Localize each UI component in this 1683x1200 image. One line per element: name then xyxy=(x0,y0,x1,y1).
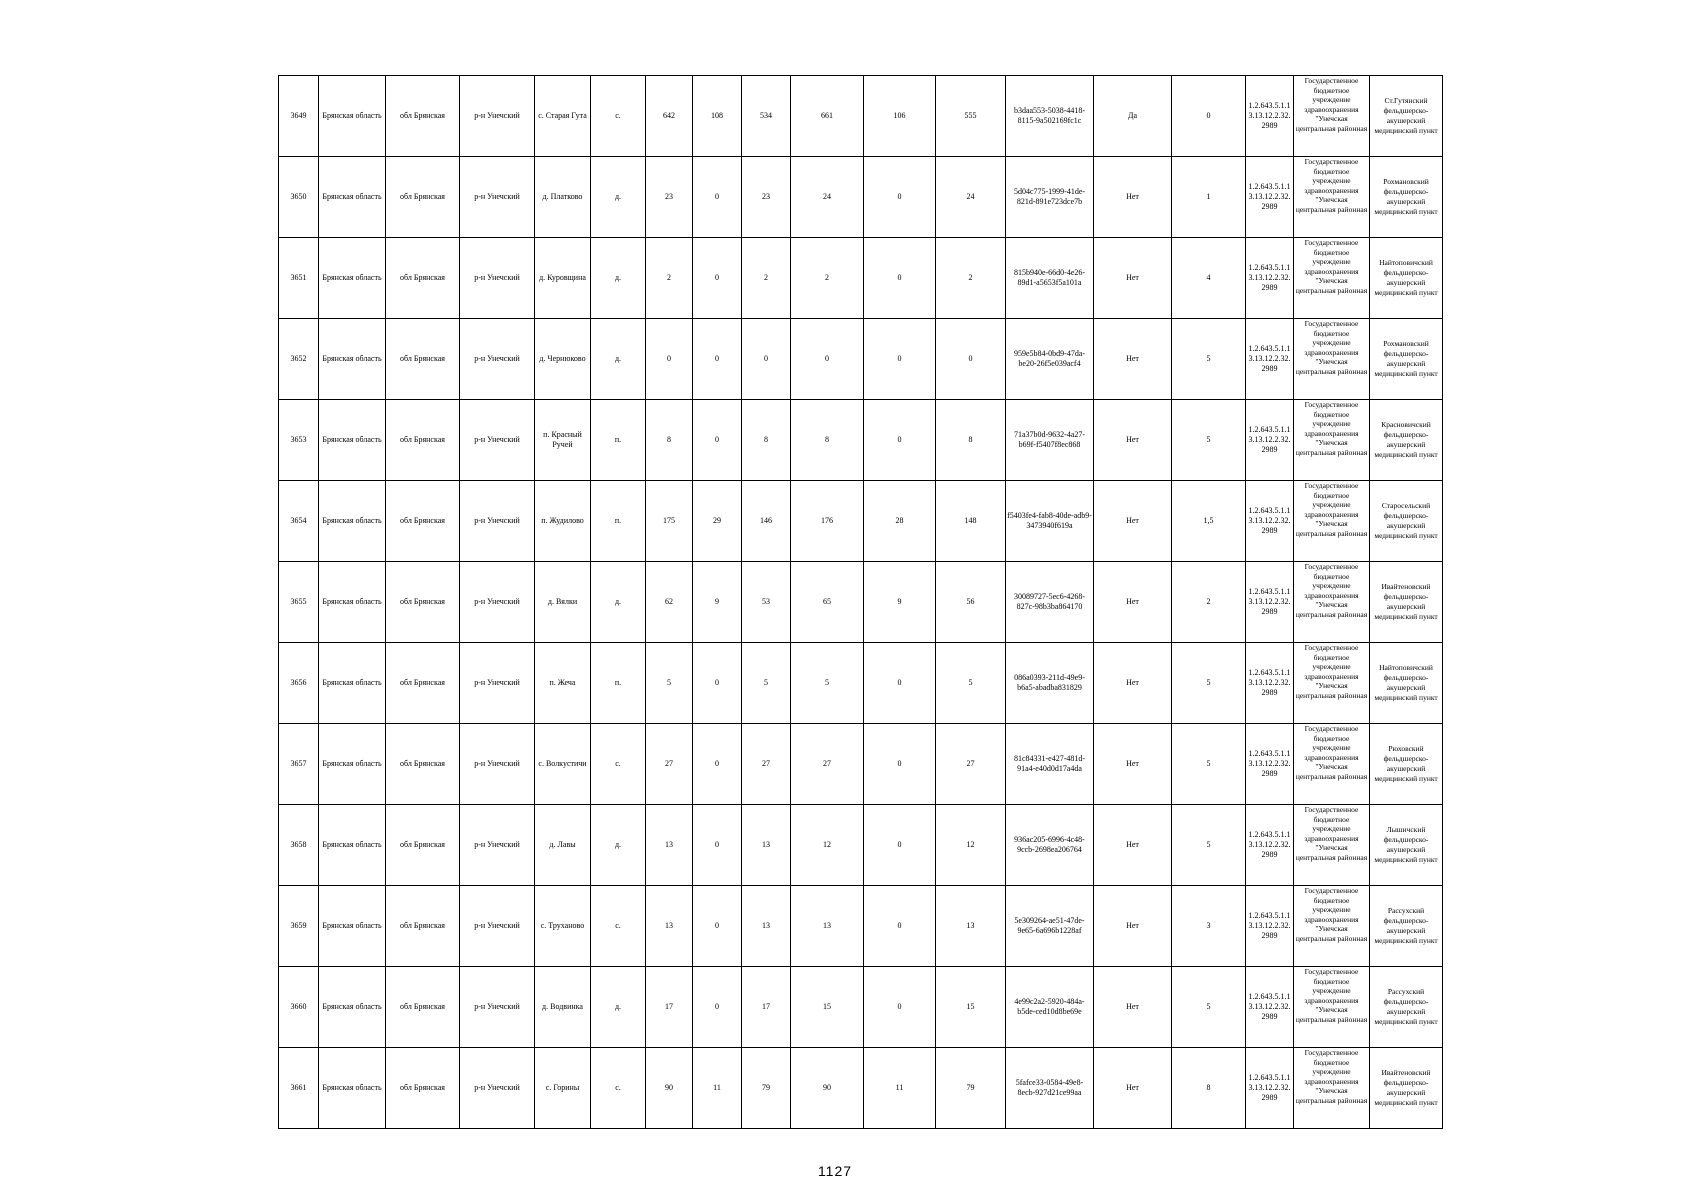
region-cell: Брянская область xyxy=(319,76,386,157)
organization-name-cell: Государственное бюджетное учреждение здравоохранения "Унечская центральная районная xyxy=(1294,1048,1370,1129)
page-number: 1127 xyxy=(817,1163,853,1179)
region-short-cell: обл Брянская xyxy=(386,1048,460,1129)
organization-oid-cell: 1.2.643.5.1.13.13.12.2.32.2989 xyxy=(1246,562,1294,643)
population-children-cell: 9 xyxy=(693,562,742,643)
population-adults-2-cell: 24 xyxy=(936,157,1006,238)
population-total-2-cell: 8 xyxy=(791,400,864,481)
table-row xyxy=(279,481,1443,562)
table-row xyxy=(279,319,1443,400)
population-total-2-cell: 13 xyxy=(791,886,864,967)
row-id-cell: 3660 xyxy=(279,967,319,1048)
table-row xyxy=(279,724,1443,805)
row-id-cell: 3656 xyxy=(279,643,319,724)
population-adults-2-cell: 555 xyxy=(936,76,1006,157)
population-children-2-cell: 9 xyxy=(864,562,936,643)
medical-point-cell: Лышичский фельдшерско-акушерский медицинский пункт xyxy=(1370,805,1443,886)
population-children-2-cell: 106 xyxy=(864,76,936,157)
organization-name-cell: Государственное бюджетное учреждение здравоохранения "Унечская центральная районная xyxy=(1294,643,1370,724)
district-cell: р-н Унечский xyxy=(460,1048,535,1129)
table-row xyxy=(279,1048,1443,1129)
organization-oid-cell: 1.2.643.5.1.13.13.12.2.32.2989 xyxy=(1246,967,1294,1048)
settlement-type-cell: п. xyxy=(591,643,646,724)
region-cell: Брянская область xyxy=(319,238,386,319)
population-total-cell: 175 xyxy=(646,481,693,562)
flag-cell: Нет xyxy=(1094,967,1172,1048)
population-children-cell: 0 xyxy=(693,724,742,805)
settlement-cell: д. Платково xyxy=(535,157,591,238)
settlement-type-cell: д. xyxy=(591,562,646,643)
medical-point-cell: Ст.Гутянский фельдшерско-акушерский медицинский пункт xyxy=(1370,76,1443,157)
population-adults-2-cell: 15 xyxy=(936,967,1006,1048)
population-children-cell: 108 xyxy=(693,76,742,157)
population-adults-2-cell: 148 xyxy=(936,481,1006,562)
population-total-cell: 62 xyxy=(646,562,693,643)
district-cell: р-н Унечский xyxy=(460,238,535,319)
fias-guid-cell: 30089727-5ec6-4268-827c-98b3ba864170 xyxy=(1006,562,1094,643)
row-id-cell: 3654 xyxy=(279,481,319,562)
medical-point-cell: Рохмановский фельдшерско-акушерский медицинский пункт xyxy=(1370,157,1443,238)
fias-guid-cell: 959e5b84-0bd9-47da-be20-26f5e039acf4 xyxy=(1006,319,1094,400)
fias-guid-cell: 5d04c775-1999-41de-821d-891e723dce7b xyxy=(1006,157,1094,238)
distance-cell: 5 xyxy=(1172,319,1246,400)
population-total-cell: 642 xyxy=(646,76,693,157)
row-id-cell: 3659 xyxy=(279,886,319,967)
population-total-2-cell: 90 xyxy=(791,1048,864,1129)
settlements-table xyxy=(278,75,1443,1129)
row-id-cell: 3657 xyxy=(279,724,319,805)
organization-oid-cell: 1.2.643.5.1.13.13.12.2.32.2989 xyxy=(1246,481,1294,562)
population-adults-2-cell: 13 xyxy=(936,886,1006,967)
district-cell: р-н Унечский xyxy=(460,562,535,643)
population-adults-2-cell: 5 xyxy=(936,643,1006,724)
medical-point-cell: Старосельский фельдшерско-акушерский медицинский пункт xyxy=(1370,481,1443,562)
organization-name-cell: Государственное бюджетное учреждение здравоохранения "Унечская центральная районная xyxy=(1294,400,1370,481)
district-cell: р-н Унечский xyxy=(460,319,535,400)
settlement-type-cell: п. xyxy=(591,400,646,481)
distance-cell: 2 xyxy=(1172,562,1246,643)
region-cell: Брянская область xyxy=(319,1048,386,1129)
region-cell: Брянская область xyxy=(319,724,386,805)
row-id-cell: 3650 xyxy=(279,157,319,238)
population-total-cell: 13 xyxy=(646,805,693,886)
region-short-cell: обл Брянская xyxy=(386,886,460,967)
fias-guid-cell: f5403fe4-fab8-40de-adb9-3473940f619a xyxy=(1006,481,1094,562)
organization-name-cell: Государственное бюджетное учреждение здравоохранения "Унечская центральная районная xyxy=(1294,481,1370,562)
population-adults-cell: 17 xyxy=(742,967,791,1048)
settlement-cell: с. Волкустичи xyxy=(535,724,591,805)
population-children-cell: 11 xyxy=(693,1048,742,1129)
population-children-cell: 0 xyxy=(693,886,742,967)
organization-oid-cell: 1.2.643.5.1.13.13.12.2.32.2989 xyxy=(1246,1048,1294,1129)
row-id-cell: 3652 xyxy=(279,319,319,400)
population-children-2-cell: 0 xyxy=(864,157,936,238)
population-total-2-cell: 15 xyxy=(791,967,864,1048)
population-total-cell: 27 xyxy=(646,724,693,805)
fias-guid-cell: 71a37b0d-9632-4a27-b69f-f5407f8ec868 xyxy=(1006,400,1094,481)
population-total-cell: 0 xyxy=(646,319,693,400)
population-total-2-cell: 65 xyxy=(791,562,864,643)
organization-name-cell: Государственное бюджетное учреждение здравоохранения "Унечская центральная районная xyxy=(1294,805,1370,886)
population-adults-cell: 27 xyxy=(742,724,791,805)
region-cell: Брянская область xyxy=(319,805,386,886)
organization-oid-cell: 1.2.643.5.1.13.13.12.2.32.2989 xyxy=(1246,76,1294,157)
flag-cell: Нет xyxy=(1094,157,1172,238)
district-cell: р-н Унечский xyxy=(460,886,535,967)
district-cell: р-н Унечский xyxy=(460,400,535,481)
population-adults-cell: 8 xyxy=(742,400,791,481)
population-total-2-cell: 27 xyxy=(791,724,864,805)
flag-cell: Нет xyxy=(1094,724,1172,805)
region-short-cell: обл Брянская xyxy=(386,157,460,238)
region-short-cell: обл Брянская xyxy=(386,400,460,481)
medical-point-cell: Рюховский фельдшерско-акушерский медицинский пункт xyxy=(1370,724,1443,805)
population-adults-2-cell: 12 xyxy=(936,805,1006,886)
table-row xyxy=(279,643,1443,724)
population-children-cell: 0 xyxy=(693,157,742,238)
distance-cell: 5 xyxy=(1172,400,1246,481)
population-total-2-cell: 176 xyxy=(791,481,864,562)
population-adults-cell: 23 xyxy=(742,157,791,238)
district-cell: р-н Унечский xyxy=(460,805,535,886)
settlement-cell: д. Водвинка xyxy=(535,967,591,1048)
population-children-cell: 0 xyxy=(693,319,742,400)
medical-point-cell: Ивайтеновский фельдшерско-акушерский медицинский пункт xyxy=(1370,562,1443,643)
district-cell: р-н Унечский xyxy=(460,643,535,724)
settlement-cell: п. Красный Ручей xyxy=(535,400,591,481)
distance-cell: 5 xyxy=(1172,724,1246,805)
distance-cell: 5 xyxy=(1172,805,1246,886)
settlement-type-cell: с. xyxy=(591,724,646,805)
settlement-type-cell: с. xyxy=(591,886,646,967)
population-adults-cell: 13 xyxy=(742,886,791,967)
population-children-2-cell: 0 xyxy=(864,643,936,724)
population-children-cell: 0 xyxy=(693,805,742,886)
table-row xyxy=(279,400,1443,481)
organization-oid-cell: 1.2.643.5.1.13.13.12.2.32.2989 xyxy=(1246,238,1294,319)
settlement-cell: д. Чернюково xyxy=(535,319,591,400)
region-short-cell: обл Брянская xyxy=(386,238,460,319)
distance-cell: 5 xyxy=(1172,643,1246,724)
population-adults-cell: 5 xyxy=(742,643,791,724)
population-total-2-cell: 5 xyxy=(791,643,864,724)
region-short-cell: обл Брянская xyxy=(386,724,460,805)
district-cell: р-н Унечский xyxy=(460,481,535,562)
population-adults-cell: 79 xyxy=(742,1048,791,1129)
population-total-2-cell: 2 xyxy=(791,238,864,319)
population-total-cell: 8 xyxy=(646,400,693,481)
population-adults-cell: 534 xyxy=(742,76,791,157)
flag-cell: Нет xyxy=(1094,400,1172,481)
flag-cell: Нет xyxy=(1094,238,1172,319)
row-id-cell: 3661 xyxy=(279,1048,319,1129)
organization-name-cell: Государственное бюджетное учреждение здравоохранения "Унечская центральная районная xyxy=(1294,724,1370,805)
flag-cell: Нет xyxy=(1094,886,1172,967)
population-adults-2-cell: 2 xyxy=(936,238,1006,319)
distance-cell: 1 xyxy=(1172,157,1246,238)
settlement-type-cell: п. xyxy=(591,481,646,562)
population-children-2-cell: 0 xyxy=(864,805,936,886)
population-children-2-cell: 0 xyxy=(864,724,936,805)
region-short-cell: обл Брянская xyxy=(386,643,460,724)
population-adults-2-cell: 0 xyxy=(936,319,1006,400)
medical-point-cell: Ивайтеновский фельдшерско-акушерский медицинский пункт xyxy=(1370,1048,1443,1129)
region-short-cell: обл Брянская xyxy=(386,481,460,562)
organization-name-cell: Государственное бюджетное учреждение здравоохранения "Унечская центральная районная xyxy=(1294,562,1370,643)
distance-cell: 5 xyxy=(1172,967,1246,1048)
medical-point-cell: Рассухский фельдшерско-акушерский медицинский пункт xyxy=(1370,886,1443,967)
medical-point-cell: Найтоповичский фельдшерско-акушерский медицинский пункт xyxy=(1370,643,1443,724)
population-children-cell: 0 xyxy=(693,967,742,1048)
organization-name-cell: Государственное бюджетное учреждение здравоохранения "Унечская центральная районная xyxy=(1294,157,1370,238)
settlement-type-cell: д. xyxy=(591,805,646,886)
fias-guid-cell: b3daa553-5038-4418-8115-9a502169fc1c xyxy=(1006,76,1094,157)
settlement-cell: с. Горины xyxy=(535,1048,591,1129)
flag-cell: Нет xyxy=(1094,481,1172,562)
population-children-2-cell: 0 xyxy=(864,400,936,481)
population-total-cell: 2 xyxy=(646,238,693,319)
flag-cell: Да xyxy=(1094,76,1172,157)
organization-oid-cell: 1.2.643.5.1.13.13.12.2.32.2989 xyxy=(1246,643,1294,724)
settlement-type-cell: с. xyxy=(591,76,646,157)
region-short-cell: обл Брянская xyxy=(386,805,460,886)
region-cell: Брянская область xyxy=(319,967,386,1048)
organization-name-cell: Государственное бюджетное учреждение здравоохранения "Унечская центральная районная xyxy=(1294,76,1370,157)
population-children-2-cell: 0 xyxy=(864,319,936,400)
region-cell: Брянская область xyxy=(319,562,386,643)
population-children-2-cell: 11 xyxy=(864,1048,936,1129)
region-cell: Брянская область xyxy=(319,157,386,238)
population-total-2-cell: 661 xyxy=(791,76,864,157)
population-total-cell: 17 xyxy=(646,967,693,1048)
table-row xyxy=(279,562,1443,643)
population-adults-2-cell: 56 xyxy=(936,562,1006,643)
fias-guid-cell: 936ac205-6996-4c48-9ccb-2698ea206764 xyxy=(1006,805,1094,886)
organization-oid-cell: 1.2.643.5.1.13.13.12.2.32.2989 xyxy=(1246,319,1294,400)
settlement-cell: п. Жеча xyxy=(535,643,591,724)
fias-guid-cell: 086a0393-211d-49e9-b6a5-abadba831829 xyxy=(1006,643,1094,724)
row-id-cell: 3649 xyxy=(279,76,319,157)
fias-guid-cell: 5fafce33-0584-49e8-8ecb-927d21ce99aa xyxy=(1006,1048,1094,1129)
population-total-cell: 90 xyxy=(646,1048,693,1129)
table-row xyxy=(279,238,1443,319)
table-row xyxy=(279,76,1443,157)
organization-name-cell: Государственное бюджетное учреждение здравоохранения "Унечская центральная районная xyxy=(1294,238,1370,319)
settlement-type-cell: д. xyxy=(591,238,646,319)
medical-point-cell: Рассухский фельдшерско-акушерский медицинский пункт xyxy=(1370,967,1443,1048)
settlement-cell: с. Труханово xyxy=(535,886,591,967)
organization-oid-cell: 1.2.643.5.1.13.13.12.2.32.2989 xyxy=(1246,724,1294,805)
settlement-type-cell: д. xyxy=(591,967,646,1048)
row-id-cell: 3653 xyxy=(279,400,319,481)
row-id-cell: 3655 xyxy=(279,562,319,643)
organization-name-cell: Государственное бюджетное учреждение здравоохранения "Унечская центральная районная xyxy=(1294,967,1370,1048)
medical-point-cell: Рохмановский фельдшерско-акушерский медицинский пункт xyxy=(1370,319,1443,400)
population-adults-cell: 53 xyxy=(742,562,791,643)
region-short-cell: обл Брянская xyxy=(386,562,460,643)
district-cell: р-н Унечский xyxy=(460,76,535,157)
population-adults-cell: 13 xyxy=(742,805,791,886)
population-total-2-cell: 24 xyxy=(791,157,864,238)
row-id-cell: 3658 xyxy=(279,805,319,886)
population-children-cell: 0 xyxy=(693,643,742,724)
flag-cell: Нет xyxy=(1094,643,1172,724)
population-children-2-cell: 28 xyxy=(864,481,936,562)
distance-cell: 4 xyxy=(1172,238,1246,319)
population-total-2-cell: 0 xyxy=(791,319,864,400)
population-adults-cell: 0 xyxy=(742,319,791,400)
population-children-2-cell: 0 xyxy=(864,238,936,319)
population-adults-2-cell: 8 xyxy=(936,400,1006,481)
population-total-cell: 5 xyxy=(646,643,693,724)
fias-guid-cell: 4e99c2a2-5920-484a-b5de-ced10d8be69e xyxy=(1006,967,1094,1048)
distance-cell: 8 xyxy=(1172,1048,1246,1129)
population-total-cell: 13 xyxy=(646,886,693,967)
settlement-cell: с. Старая Гута xyxy=(535,76,591,157)
fias-guid-cell: 815b940e-66d0-4e26-89d1-a5653f5a101a xyxy=(1006,238,1094,319)
population-adults-cell: 146 xyxy=(742,481,791,562)
population-adults-2-cell: 79 xyxy=(936,1048,1006,1129)
fias-guid-cell: 5e309264-ae51-47de-9e65-6a696b1228af xyxy=(1006,886,1094,967)
organization-name-cell: Государственное бюджетное учреждение здравоохранения "Унечская центральная районная xyxy=(1294,886,1370,967)
population-adults-cell: 2 xyxy=(742,238,791,319)
organization-oid-cell: 1.2.643.5.1.13.13.12.2.32.2989 xyxy=(1246,805,1294,886)
settlement-cell: д. Куровщина xyxy=(535,238,591,319)
settlement-cell: д. Вялки xyxy=(535,562,591,643)
district-cell: р-н Унечский xyxy=(460,967,535,1048)
population-children-2-cell: 0 xyxy=(864,886,936,967)
medical-point-cell: Найтоповичский фельдшерско-акушерский медицинский пункт xyxy=(1370,238,1443,319)
distance-cell: 1,5 xyxy=(1172,481,1246,562)
region-cell: Брянская область xyxy=(319,481,386,562)
distance-cell: 0 xyxy=(1172,76,1246,157)
region-short-cell: обл Брянская xyxy=(386,76,460,157)
district-cell: р-н Унечский xyxy=(460,157,535,238)
organization-oid-cell: 1.2.643.5.1.13.13.12.2.32.2989 xyxy=(1246,886,1294,967)
population-children-cell: 0 xyxy=(693,238,742,319)
region-cell: Брянская область xyxy=(319,319,386,400)
district-cell: р-н Унечский xyxy=(460,724,535,805)
flag-cell: Нет xyxy=(1094,562,1172,643)
table-row xyxy=(279,967,1443,1048)
region-short-cell: обл Брянская xyxy=(386,967,460,1048)
population-total-2-cell: 12 xyxy=(791,805,864,886)
flag-cell: Нет xyxy=(1094,319,1172,400)
region-cell: Брянская область xyxy=(319,643,386,724)
settlement-type-cell: д. xyxy=(591,157,646,238)
population-adults-2-cell: 27 xyxy=(936,724,1006,805)
settlement-cell: д. Лавы xyxy=(535,805,591,886)
row-id-cell: 3651 xyxy=(279,238,319,319)
population-children-2-cell: 0 xyxy=(864,967,936,1048)
flag-cell: Нет xyxy=(1094,805,1172,886)
population-total-cell: 23 xyxy=(646,157,693,238)
fias-guid-cell: 81c84331-e427-481d-91a4-e40d0d17a4da xyxy=(1006,724,1094,805)
medical-point-cell: Красновичский фельдшерско-акушерский медицинский пункт xyxy=(1370,400,1443,481)
region-cell: Брянская область xyxy=(319,886,386,967)
region-short-cell: обл Брянская xyxy=(386,319,460,400)
population-children-cell: 0 xyxy=(693,400,742,481)
distance-cell: 3 xyxy=(1172,886,1246,967)
table-row xyxy=(279,886,1443,967)
organization-oid-cell: 1.2.643.5.1.13.13.12.2.32.2989 xyxy=(1246,400,1294,481)
organization-oid-cell: 1.2.643.5.1.13.13.12.2.32.2989 xyxy=(1246,157,1294,238)
settlement-cell: п. Жудилово xyxy=(535,481,591,562)
table-body xyxy=(279,76,1443,1129)
table-row xyxy=(279,157,1443,238)
organization-name-cell: Государственное бюджетное учреждение здравоохранения "Унечская центральная районная xyxy=(1294,319,1370,400)
settlement-type-cell: с. xyxy=(591,1048,646,1129)
table-row xyxy=(279,805,1443,886)
settlement-type-cell: д. xyxy=(591,319,646,400)
region-cell: Брянская область xyxy=(319,400,386,481)
population-children-cell: 29 xyxy=(693,481,742,562)
flag-cell: Нет xyxy=(1094,1048,1172,1129)
